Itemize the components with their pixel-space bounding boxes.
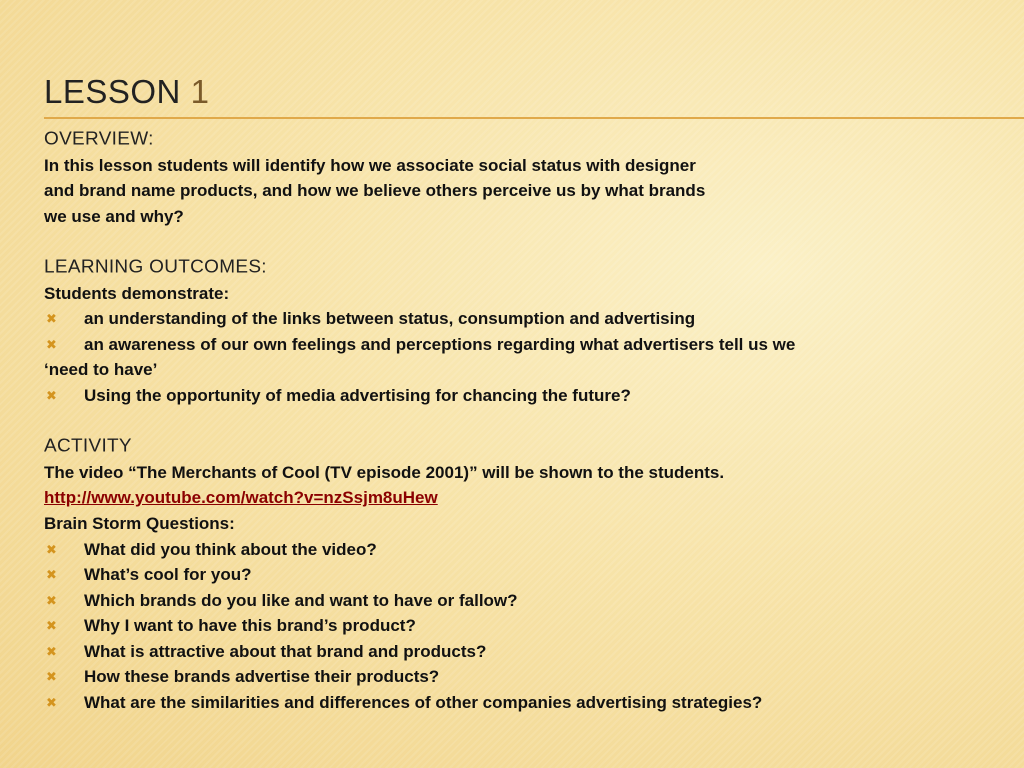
slide-title [44,74,209,110]
youtube-link[interactable]: http://www.youtube.com/watch?v=nzSsjm8uHew [44,488,438,508]
question-text: Which brands do you like and want to have or fallow? [84,590,518,610]
bullet-x-icon: ✖ [46,541,57,557]
list-item [44,639,1004,665]
learning-intro: Students demonstrate: [44,283,230,303]
overview-line: and brand name products, and how we believe others perceive us by what brands [44,181,706,201]
bullet-x-icon: ✖ [46,336,57,352]
title-text: LESSON [44,73,191,110]
list-item [44,332,1004,358]
overview-line: In this lesson students will identify how we associate social status with designer [44,155,696,175]
overview-heading: OVERVIEW: [44,129,154,150]
activity-heading: ACTIVITY [44,436,132,457]
question-text: What’s cool for you? [84,565,252,585]
bullet-x-icon: ✖ [46,592,57,608]
question-text: What is attractive about that brand and products? [84,641,487,661]
question-text: What did you think about the video? [84,539,377,559]
spacer [44,409,1004,435]
list-item-text: an understanding of the links between status, consumption and advertising [84,309,696,329]
bullet-x-icon: ✖ [46,618,57,634]
question-text: What are the similarities and differences of other companies advertising strategies? [84,693,763,713]
bullet-x-icon: ✖ [46,695,57,711]
bullet-x-icon: ✖ [46,387,57,403]
question-text: Why I want to have this brand’s product? [84,616,416,636]
bullet-x-icon: ✖ [46,643,57,659]
questions-label: Brain Storm Questions: [44,513,235,533]
bullet-x-icon: ✖ [46,311,57,327]
list-item [44,383,1004,409]
bullet-x-icon: ✖ [46,567,57,583]
bullet-x-icon: ✖ [46,669,57,685]
list-item [44,588,1004,614]
list-item-text: Using the opportunity of media advertising for chancing the future? [84,385,631,405]
question-text: How these brands advertise their products? [84,667,440,687]
video-description: The video “The Merchants of Cool (TV episode 2001)” will be shown to the students. [44,462,725,482]
list-item-continuation: ‘need to have’ [44,360,158,380]
title-number: 1 [190,73,210,110]
list-item-text: an awareness of our own feelings and perceptions regarding what advertisers tell us we [84,334,796,354]
list-item [44,537,1004,563]
list-item [44,562,1004,588]
title-divider [44,117,1024,119]
list-item [44,690,1004,716]
learning-outcomes-heading: LEARNING OUTCOMES: [44,257,267,278]
spacer [44,229,1004,255]
slide-content [44,127,1004,716]
list-item [44,664,1004,690]
list-item [44,613,1004,639]
list-item [44,306,1004,332]
overview-line: we use and why? [44,206,184,226]
